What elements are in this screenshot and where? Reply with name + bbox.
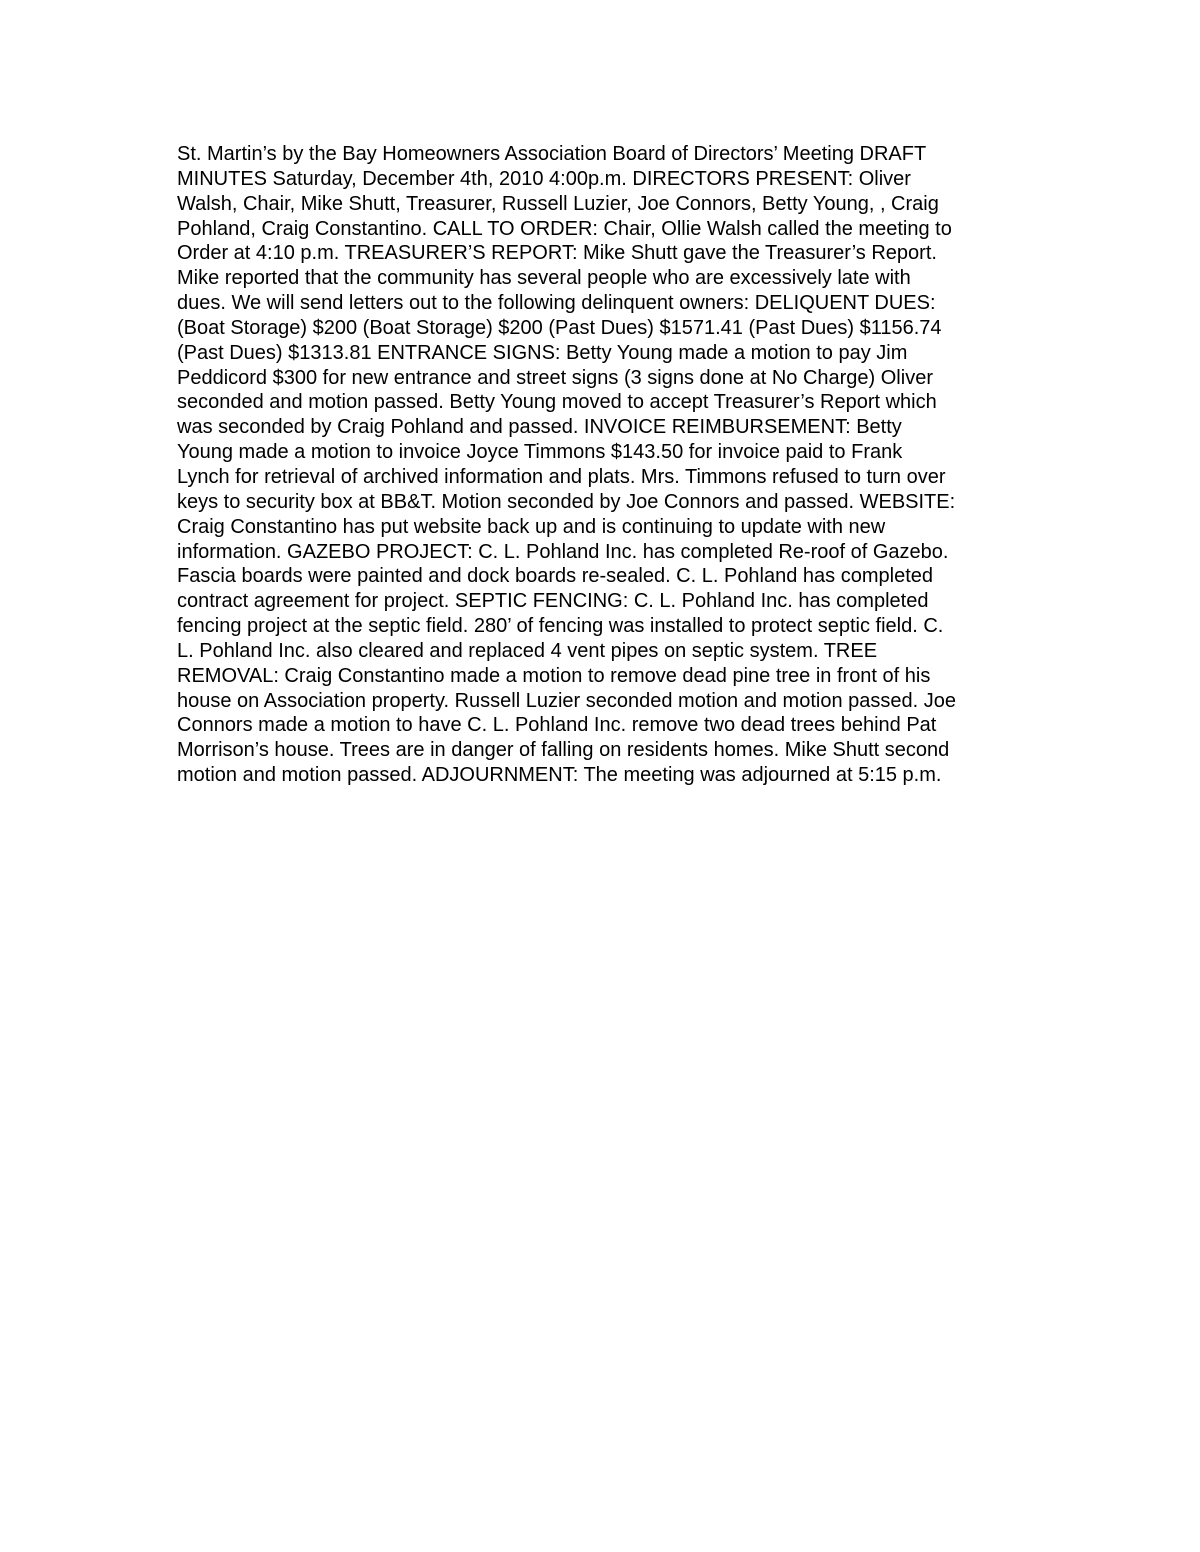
text-line: Morrison’s house. Trees are in danger of falling on residents homes. Mike Shutt second [177, 739, 950, 762]
text-line: motion and motion passed. ADJOURNMENT: The meeting was adjourned at 5:15 p.m. [177, 764, 942, 787]
text-line: dues. We will send letters out to the following delinquent owners: DELIQUENT DUES: [177, 292, 936, 315]
text-line: REMOVAL: Craig Constantino made a motion to remove dead pine tree in front of his [177, 664, 931, 687]
text-line: Fascia boards were painted and dock boards re-sealed. C. L. Pohland has completed [177, 565, 934, 588]
meeting-minutes-text [177, 142, 1037, 788]
text-line: seconded and motion passed. Betty Young moved to accept Treasurer’s Report which [177, 391, 937, 414]
text-line: was seconded by Craig Pohland and passed. INVOICE REIMBURSEMENT: Betty [177, 416, 902, 439]
text-line: house on Association property. Russell Luzier seconded motion and motion passed. Joe [177, 689, 956, 712]
text-line: Walsh, Chair, Mike Shutt, Treasurer, Russell Luzier, Joe Connors, Betty Young, , Craig [177, 192, 939, 215]
text-line: Pohland, Craig Constantino. CALL TO ORDER: Chair, Ollie Walsh called the meeting to [177, 217, 952, 240]
text-line: Order at 4:10 p.m. TREASURER’S REPORT: Mike Shutt gave the Treasurer’s Report. [177, 242, 937, 265]
text-line: fencing project at the septic field. 280’ of fencing was installed to protect septic field. C. [177, 615, 944, 638]
text-line: Mike reported that the community has several people who are excessively late with [177, 267, 911, 290]
text-line: (Past Dues) $1313.81 ENTRANCE SIGNS: Betty Young made a motion to pay Jim [177, 341, 908, 364]
text-line: Lynch for retrieval of archived information and plats. Mrs. Timmons refused to turn over [177, 465, 946, 488]
text-line: Connors made a motion to have C. L. Pohland Inc. remove two dead trees behind Pat [177, 714, 937, 737]
text-line: L. Pohland Inc. also cleared and replaced 4 vent pipes on septic system. TREE [177, 639, 878, 662]
text-line: St. Martin’s by the Bay Homeowners Association Board of Directors’ Meeting DRAFT [177, 143, 927, 165]
text-line: contract agreement for project. SEPTIC FENCING: C. L. Pohland Inc. has completed [177, 590, 929, 613]
text-line: Craig Constantino has put website back up and is continuing to update with new [177, 515, 886, 538]
text-line: keys to security box at BB&T. Motion seconded by Joe Connors and passed. WEBSITE: [177, 490, 956, 513]
text-line: information. GAZEBO PROJECT: C. L. Pohland Inc. has completed Re-roof of Gazebo. [177, 540, 949, 563]
text-line: Peddicord $300 for new entrance and street signs (3 signs done at No Charge) Oliver [177, 366, 933, 389]
text-line: MINUTES Saturday, December 4th, 2010 4:00p.m. DIRECTORS PRESENT: Oliver [177, 167, 911, 190]
text-line: Young made a motion to invoice Joyce Timmons $143.50 for invoice paid to Frank [177, 441, 903, 464]
text-line: (Boat Storage) $200 (Boat Storage) $200 (Past Dues) $1571.41 (Past Dues) $1156.74 [177, 316, 942, 339]
